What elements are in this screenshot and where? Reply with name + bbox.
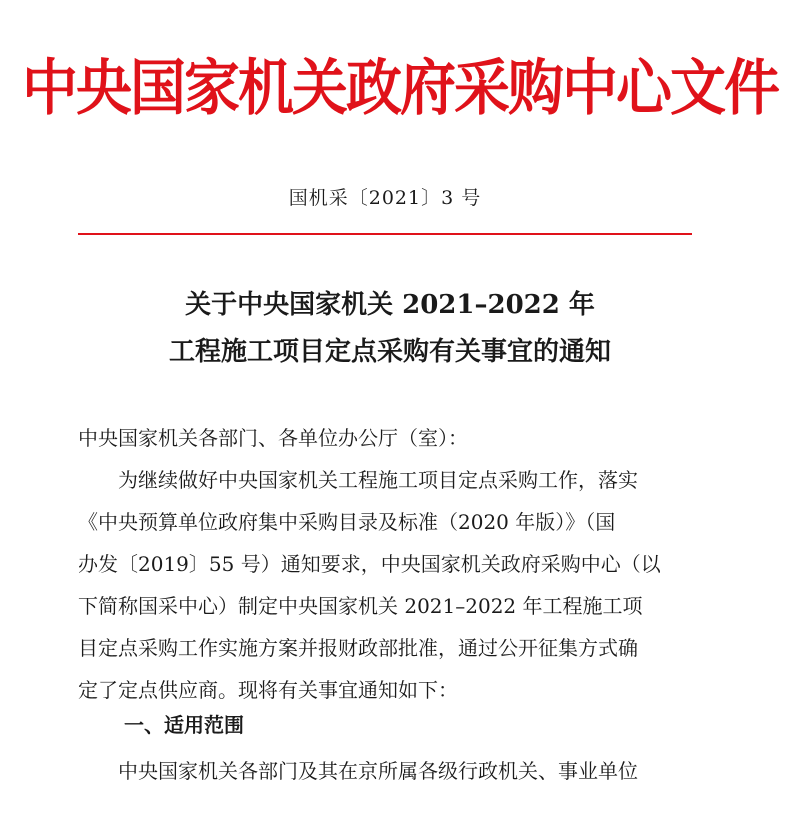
salutation: 中央国家机关各部门、各单位办公厅（室）：: [78, 426, 468, 450]
paragraph-1-line-2: 《中央预算单位政府集中采购目录及标准（2020 年版）》（国: [78, 510, 616, 534]
document-title-line-1: 关于中央国家机关 2021–2022 年: [185, 290, 595, 320]
section-1-line-1: 中央国家机关各部门及其在京所属各级行政机关、事业单位: [118, 759, 638, 783]
section-1-heading: 一、适用范围: [124, 713, 244, 737]
paragraph-1-line-5: 目定点采购工作实施方案并报财政部批准，通过公开征集方式确: [78, 636, 638, 660]
issuer-header: 中央国家机关政府采购中心文件: [22, 53, 778, 124]
paragraph-1-line-1: 为继续做好中央国家机关工程施工项目定点采购工作，落实: [118, 468, 638, 492]
paragraph-1-line-4: 下简称国采中心）制定中央国家机关 2021–2022 年工程施工项: [78, 594, 643, 618]
paragraph-1-line-6: 定了定点供应商。现将有关事宜通知如下：: [78, 678, 458, 702]
paragraph-1-line-3: 办发〔2019〕55 号）通知要求，中央国家机关政府采购中心（以: [78, 552, 661, 576]
document-number: 国机采〔2021〕3 号: [288, 187, 482, 209]
red-divider-line: [78, 233, 692, 235]
document-title-line-2: 工程施工项目定点采购有关事宜的通知: [168, 337, 611, 367]
